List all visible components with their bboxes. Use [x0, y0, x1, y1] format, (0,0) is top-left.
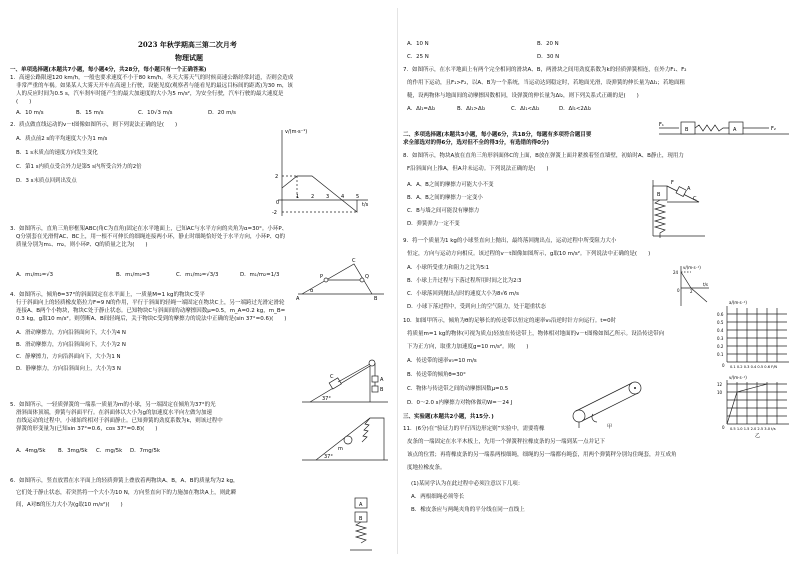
q7-option-d: D．Δl₁<2Δl₂: [559, 106, 592, 112]
q3-line-2: Q分别套在光滑臂AC、BC上，用一根不可伸长的细绳连接两小环，静止时细绳恰好处于水平方向，小环P、Q的: [16, 234, 286, 240]
section2-header: 二、多项选择题(本题共3小题，每小题6分，共18分，每题有多项符合题目要: [403, 132, 592, 138]
q10a-tick-02: 0.2: [717, 344, 724, 349]
q9-tick-2: 2: [690, 289, 693, 294]
q3-label-p: P: [320, 274, 324, 280]
q2-tick-5: 5: [356, 194, 360, 200]
q11-line-1: 11．(6分)在“验证力的平行四边形定则”实验中，需要将橡: [403, 426, 545, 432]
q3-line-1: 3．如图所示，直角三角形框架ABC(角C为直角)固定在水平地面上，已知AC与水平方向的夹角为α=30°。小环P、: [10, 226, 288, 232]
q2-vt-graph: [272, 128, 372, 218]
q10-label-yi: 乙: [755, 433, 761, 439]
q2-tick-1: 1: [296, 194, 300, 200]
q8-option-c: C．B与墙之间可能没有摩擦力: [407, 208, 480, 214]
q8-option-d: D．弹簧弹力一定不变: [407, 221, 460, 227]
q3-label-a: A: [296, 296, 300, 302]
section2-header-2: 求全部选对的得6分，选对但不全的得3分，有选错的得0分): [403, 140, 549, 146]
q5-option-b: B．3mg/5k: [58, 448, 88, 454]
q8-label-a: A: [687, 186, 691, 192]
q2-option-b: B．1 s末质点的速度方向发生变化: [16, 150, 98, 156]
q6-option-d: D．30 N: [537, 54, 560, 60]
q9-tick-24: 24: [673, 270, 679, 275]
q7-label-f2: F₂: [771, 126, 776, 132]
q10a-tick-03: 0.3: [717, 336, 724, 341]
q7-label-f1: F₁: [659, 122, 664, 128]
q2-tick-v2: 2: [275, 174, 279, 180]
q7-blocks-figure: [659, 118, 789, 140]
q7-option-b: B．Δl₁>Δl₂: [457, 106, 486, 112]
q11-option-b: B．橡皮条应与两绳夹角的平分线在同一直线上: [411, 507, 525, 513]
q6-option-c: C．25 N: [407, 54, 429, 60]
q10-conveyor-figure: [569, 376, 649, 428]
q7-option-a: A．Δl₁=Δl₂: [407, 106, 436, 112]
q4-line-1: 4．如图所示，倾角θ=37°的斜面固定在水平面上，一质量M=1 kg的物块C受平: [10, 292, 205, 298]
q2-option-d: D．3 s末质点回到出发点: [16, 178, 77, 184]
q1-line-1: 1．高速公路限速120 km/h，一般也要求速度不小于80 km/h。冬天大雾天气的时候高速公路经常封道，否则会造成: [10, 75, 294, 81]
q10-line-3: 下为正方向，取重力加速度g=10 m/s²。则( ): [407, 344, 529, 350]
q6-option-a: A．10 N: [407, 41, 429, 47]
q10-label-jia: 甲: [607, 424, 613, 430]
q9-graph-xlabel: t/s: [703, 282, 708, 287]
right-column: [397, 0, 794, 562]
q5-option-a: A．4mg/5k: [16, 448, 46, 454]
q8-line-1: 8．如图所示，物块A放在直角三角形斜面体C的上面，B放在弹簧上面并紧挨着竖直墙壁，初始时A、B静止，现用力: [403, 153, 684, 159]
q3-label-c: C: [352, 258, 356, 264]
q5-label-angle: 37°: [324, 454, 333, 460]
q3-label-alpha: α: [310, 288, 314, 294]
q10-option-c: C．物体与传送带之间的动摩擦因数μ=0.5: [407, 386, 509, 392]
q10-option-b: B．传送带的倾角θ=30°: [407, 372, 466, 378]
q8-wall-spring-figure: [649, 176, 709, 238]
q4-label-c: C: [330, 374, 334, 380]
q10-line-1: 10．如图甲所示，倾角为θ的足够长的传送带以恒定的速率v₀沿逆时针方向运行。t=0时: [403, 318, 617, 324]
q9-option-d: D．小球下落过程中，受到向上的空气阻力，处于超重状态: [407, 304, 546, 310]
q1-line-2: 非常严重的车祸。如果某人大雾天开车在高速上行驶，设能见度(观察者与能看见的最远目标间的距离)为30 m，该: [16, 83, 293, 89]
q8-option-b: B．A、B之间的摩擦力一定变小: [407, 195, 483, 201]
q6-spring-blocks-figure: [346, 494, 376, 556]
q1-line-4: ( ): [16, 99, 32, 105]
q2-tick-origin: 0: [276, 200, 280, 206]
q10a-ylabel: a/(m·s⁻²): [729, 300, 747, 305]
q4-label-angle: 37°: [322, 396, 331, 402]
q10a-xticks: 0.1 0.2 0.3 0.4 0.5 0.6 F/N: [730, 365, 778, 369]
q1-option-b: B．15 m/s: [76, 110, 104, 116]
q5-label-m: m: [338, 446, 343, 452]
q3-line-3: 质量分别为m₁、m₂，则小环P、Q的质量之比为( ): [16, 242, 148, 248]
q3-label-b: B: [374, 296, 378, 302]
q1-option-a: A．10 m/s: [16, 110, 44, 116]
q2-stem: 2．质点做直线运动的v－t图像如图所示，则下列说法正确的是( ): [10, 122, 178, 128]
q10a-tick-0: 0: [722, 363, 725, 368]
q8-label-c: C: [693, 196, 697, 202]
q3-option-d: D．m₁/m₂=1/3: [240, 272, 280, 278]
q2-graph-ylabel: v/(m·s⁻¹): [285, 129, 308, 135]
q10a-tick-05: 0.5: [717, 320, 724, 325]
q4-option-c: C．静摩擦力，方向沿斜面向下，大小为1 N: [16, 354, 121, 360]
q10a-tick-01: 0.1: [717, 352, 724, 357]
section3-header: 三、实验题(本题共2小题，共15分．): [403, 414, 494, 420]
q5-option-d: D．7mg/5k: [130, 448, 161, 454]
q8-label-f: F: [671, 180, 674, 186]
q6-line-3: 间，A对B的压力大小为(g取10 m/s²)( ): [16, 502, 123, 508]
section1-header: 一、单项选择题(本题共7小题，每小题4分，共28分，每小题只有一个正确答案): [10, 67, 207, 73]
q10-option-d: D．0～2.0 s内摩擦力对物体做功W=－24 J: [407, 400, 513, 406]
q4-line-3: 连接A、B两个小物块，物块C处于静止状态。已知物块C与斜面间的动摩擦因数μ=0.5，m_A=0.2 kg，m_B=: [16, 308, 286, 314]
q3-option-c: C．m₁/m₂=√3/3: [176, 272, 219, 278]
q7-line-1: 7．如图所示，在水平地面上有两个完全相同的滑块A、B，两滑块之间用劲度系数为k的轻质弹簧相连，在外力F₁、F₂: [403, 67, 687, 73]
q9-line-1: 9．将一个质量为1 kg的小球竖直向上抛出，最终落回抛出点，运动过程中所受阻力大小: [403, 238, 617, 244]
q2-tick-3: 3: [326, 194, 330, 200]
q3-option-a: A．m₁/m₂=√3: [16, 272, 54, 278]
q5-spring-incline-figure: [300, 410, 390, 466]
q10a-tick-06: 0.6: [717, 312, 724, 317]
q2-option-c: C．第1 s内质点受合外力是第5 s内所受合外力的2倍: [16, 164, 142, 170]
q9-option-c: C．小球落回到抛出点时的速度大小为8√6 m/s: [407, 291, 519, 297]
q11-line-2: 皮条的一端固定在水平木板上，先用一个弹簧秤拉橡皮条的另一端到某一点并记下: [407, 439, 606, 445]
q2-graph-xlabel: t/s: [362, 202, 369, 208]
q10b-tick-0: 0: [722, 425, 725, 430]
q4-line-2: 行于斜面向上的轻质橡皮筋拉力F=9 N的作用，平行于斜面的轻绳一端固定在物块C上，另一端跨过光滑定滑轮: [16, 300, 285, 306]
q7-option-c: C．Δl₁<Δl₂: [511, 106, 540, 112]
q11-option-a: A．两根细绳必须等长: [411, 494, 465, 500]
q3-label-q: Q: [365, 274, 369, 280]
q9-tick-0: 0: [677, 288, 680, 293]
q4-line-4: 0.3 kg，g取10 m/s²。则剪断A、B间轻绳后，关于物块C受到的摩擦力的说法中正确的是(sin 37°=0.6)( ): [16, 316, 287, 322]
q4-option-a: A．滑动摩擦力，方向沿斜面向下，大小为4 N: [16, 330, 126, 336]
q11-line-5: (1)某同学认为在此过程中必须注意以下几项：: [411, 481, 524, 487]
q10a-tick-04: 0.4: [717, 328, 724, 333]
q2-tick-4: 4: [341, 194, 345, 200]
q5-option-c: C．mg/5k: [96, 448, 123, 454]
q2-option-a: A．质点前2 s的平均速度大小为1 m/s: [16, 136, 108, 142]
q1-option-d: D．20 m/s: [208, 110, 236, 116]
q8-option-a: A．A、B之间的摩擦力可能大小不变: [407, 182, 494, 188]
q7-label-b: B: [685, 127, 689, 133]
q11-line-3: 该点的位置；再将橡皮条的另一端系两根细绳，细绳的另一端都有绳套，用两个弹簧秤分别勾住绳套，并互成角: [407, 452, 677, 458]
q10b-tick-12: 12: [717, 382, 723, 387]
q5-line-3: 直线运动的过程中，小球始终相对于斜面静止。已知弹簧的劲度系数为k，则该过程中: [16, 418, 223, 424]
q8-label-b: B: [657, 192, 661, 198]
q10-af-graph: [715, 296, 791, 370]
q10b-tick-10: 10: [717, 390, 723, 395]
q6-label-b: B: [359, 516, 363, 522]
q3-option-b: B．m₁/m₂=3: [116, 272, 150, 278]
q1-option-c: C．10√3 m/s: [138, 110, 173, 116]
q10-vt-graph: [715, 376, 791, 438]
q5-line-4: 弹簧的形变量为(已知sin 37°=0.6，cos 37°=0.8)( ): [16, 426, 158, 432]
q7-line-2: 的作用下运动，且F₁>F₂，以A、B为一个系统，当运动达到稳定时，若地面光滑，设弹簧的伸长量为Δl₁；若地面粗: [407, 80, 685, 86]
q7-line-3: 糙，设两物体与地面间的动摩擦因数相同，设弹簧的伸长量为Δl₂，则下列关系式正确的是( ): [407, 93, 639, 99]
q2-tick-2: 2: [311, 194, 315, 200]
q5-line-2: 滑斜面体顶端，弹簧与斜面平行。在斜面体以大小为g的加速度水平向左做匀加速: [16, 410, 212, 416]
q7-label-a: A: [733, 127, 737, 133]
q10-line-2: 将质量m=1 kg的物体(可视为质点)轻放在传送带上，物体相对地面的v－t图像如图乙所示。设沿传送带向: [407, 331, 665, 337]
q11-line-4: 度地拉橡皮条。: [407, 465, 446, 471]
q4-option-b: B．滑动摩擦力，方向沿斜面向下，大小为2 N: [16, 342, 126, 348]
q4-label-b: B: [380, 387, 384, 393]
q4-label-a: A: [380, 377, 384, 383]
q6-line-2: 它们处于静止状态，若突然将一个大小为10 N，方向竖直向下的力施加在物块A上，则此瞬: [16, 490, 237, 496]
q10b-ylabel: v/(m·s⁻¹): [729, 375, 747, 380]
q9-graph-ylabel: v/(m·s⁻¹): [683, 265, 701, 270]
q4-option-d: D．静摩擦力，方向沿斜面向上，大小为3 N: [16, 366, 121, 372]
q9-line-2: 恒定，方向与运动方向相反。该过程的v－t图像如图所示，g取10 m/s²。下列说法中正确的是( ): [407, 251, 651, 257]
q3-triangle-figure: [296, 254, 386, 300]
q9-vt-graph: [673, 264, 711, 308]
q10-option-a: A．传送带的速率v₀=10 m/s: [407, 358, 477, 364]
q9-option-b: B．小球上升过程与下落过程所用时间之比为2∶3: [407, 278, 522, 284]
page-subtitle: 物理试题: [175, 53, 203, 62]
q1-line-3: 人的反应时间为0.5 s，汽车刹车时能产生的最大加速度的大小为5 m/s²，为安全行驶，汽车行驶的最大速度是: [16, 91, 284, 97]
q6-option-b: B．20 N: [537, 41, 559, 47]
q8-line-2: F沿斜面向上推A，但A并未运动。下列说法正确的是( ): [407, 166, 549, 172]
q2-tick-vneg2: -2: [272, 210, 277, 216]
q10b-xticks: 0.5 1.0 1.5 2.0 2.5 3.0 t/s: [730, 427, 776, 431]
q9-option-a: A．小球所受重力和阻力之比为5∶1: [407, 265, 490, 271]
q5-line-1: 5．如图所示，一轻质弹簧的一端系一质量为m的小球，另一端固定在倾角为37°的光: [10, 402, 216, 408]
page-title: 2023 年秋学期高三第二次月考: [138, 40, 237, 49]
q6-line-1: 6．如图所示，竖直放置在水平面上的轻质弹簧上叠放着两物块A、B，A、B的质量均为2 kg，: [10, 478, 239, 484]
q6-label-a: A: [359, 502, 363, 508]
q4-incline-figure: [300, 336, 390, 406]
